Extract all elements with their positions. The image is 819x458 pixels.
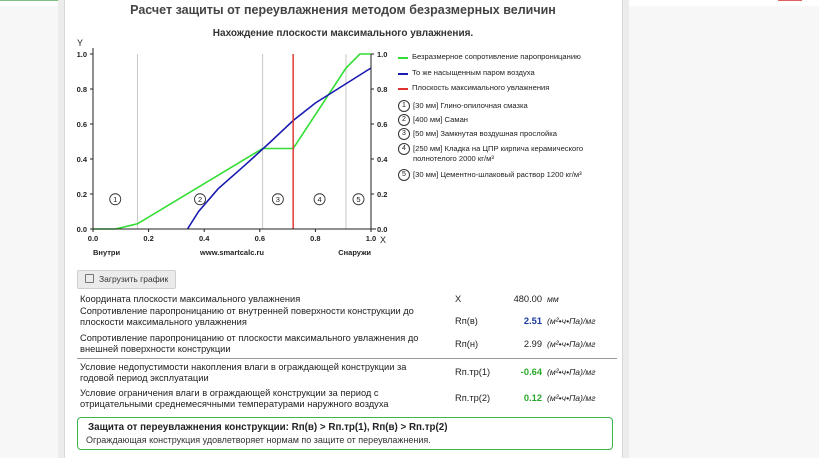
x-tick-label: 0.2 (143, 234, 154, 243)
y-tick-label: 0.8 (76, 85, 87, 94)
layer-number-badge: 2 (398, 114, 410, 126)
layer-marker-label: 5 (356, 194, 361, 204)
conclusion-heading: Защита от переувлажнения конструкции: Rп(в) > Rп.тр(1), Rп(в) > Rп.тр(2) (88, 422, 448, 433)
legend-label: То же насыщенным паром воздуха (412, 68, 535, 77)
result-value: 480.00 (513, 294, 542, 304)
result-label: Сопротивление паропроницанию от плоскости максимального увлажнения до внешней поверхности конструкции (80, 333, 419, 354)
result-value: -0.64 (520, 367, 542, 377)
layer-description: [400 мм] Саман (413, 115, 468, 124)
result-symbol: X (455, 294, 462, 304)
legend-swatch-green (398, 57, 408, 59)
result-symbol: Rп(н) (455, 339, 479, 349)
result-label: Координата плоскости максимального увлажнения (80, 294, 301, 304)
load-chart-button[interactable] (77, 270, 176, 289)
result-label: Сопротивление паропроницанию от внутренней поверхности конструкции до плоскости максимального увлажнения (80, 306, 414, 327)
result-symbol: Rп.тр(1) (455, 367, 491, 377)
x-tick-label: 0.0 (87, 234, 99, 243)
layer-number-badge: 5 (398, 169, 410, 181)
layer-description: [30 мм] Глино-опилочная смазка (413, 101, 528, 110)
y-tick-label: 0.0 (76, 225, 87, 234)
left-gutter (58, 0, 65, 458)
legend-label: Плоскость максимального увлажнения (412, 83, 550, 92)
x-tick-label: 0.4 (198, 234, 210, 243)
y-tick-label-right: 0.8 (377, 85, 388, 94)
legend-swatch-red (398, 88, 408, 90)
layer-marker-label: 2 (197, 194, 203, 204)
layer-description: [50 мм] Замкнутая воздушная прослойка (413, 129, 557, 138)
y-tick-label-right: 0.0 (377, 225, 388, 234)
result-value: 2.51 (523, 316, 542, 326)
legend-swatch-blue (398, 73, 408, 75)
result-unit: (м²•ч•Па)/мг (547, 367, 596, 377)
x-tick-label: 1.0 (365, 234, 377, 243)
y-axis-label: Y (77, 38, 84, 48)
layer-number-badge: 3 (398, 128, 410, 140)
moisture-chart (68, 36, 398, 260)
layer-description: [30 мм] Цементно-шлаковый раствор 1200 кг/м³ (413, 170, 582, 179)
label-inside: Внутри (93, 248, 121, 257)
result-symbol: Rп.тр(2) (455, 393, 491, 403)
result-unit: мм (547, 294, 559, 304)
image-icon (85, 274, 94, 283)
right-gutter (622, 0, 629, 458)
label-outside: Снаружи (338, 248, 371, 257)
result-unit: (м²•ч•Па)/мг (547, 393, 596, 403)
label-website: www.smartcalc.ru (200, 248, 264, 257)
result-value: 0.12 (523, 393, 542, 403)
y-tick-label: 0.4 (76, 155, 87, 164)
x-tick-label: 0.6 (254, 234, 266, 243)
layer-marker-label: 3 (275, 194, 280, 204)
page-title: Расчет защиты от переувлажнения методом безразмерных величин (130, 3, 556, 17)
results-separator (77, 358, 617, 359)
y-tick-label-right: 0.6 (377, 120, 388, 129)
y-tick-label: 0.6 (76, 120, 87, 129)
conclusion-box (77, 417, 613, 450)
y-tick-label: 0.2 (76, 190, 87, 199)
y-tick-label-right: 1.0 (377, 50, 388, 59)
layer-number-badge: 1 (398, 100, 410, 112)
result-label: Условие ограничения влаги в ограждающей конструкции за период с отрицательными среднемесячными температурами наружного воздуха (80, 388, 389, 409)
y-tick-label-right: 0.2 (377, 190, 388, 199)
layer-description: [250 мм] Кладка на ЦПР кирпича керамического полнотелого 2000 кг/м³ (413, 144, 584, 163)
legend-label: Безразмерное сопротивление паропроницанию (412, 52, 581, 61)
plot-area (93, 54, 371, 229)
result-label: Условие недопустимости накопления влаги в ограждающей конструкции за годовой период эксплуатации (80, 362, 407, 383)
result-value: 2.99 (523, 339, 542, 349)
y-tick-label: 1.0 (76, 50, 87, 59)
layer-number-badge: 4 (398, 143, 410, 155)
load-chart-label: Загрузить график (99, 274, 169, 284)
y-tick-label-right: 0.4 (377, 155, 388, 164)
chart-subtitle: Нахождение плоскости максимального увлажнения. (212, 28, 474, 39)
layer-marker-label: 1 (113, 194, 118, 204)
result-unit: (м²•ч•Па)/мг (547, 339, 596, 349)
x-axis-label: X (380, 235, 387, 245)
x-tick-label: 0.8 (310, 234, 321, 243)
result-unit: (м²•ч•Па)/мг (547, 316, 596, 326)
layer-marker-label: 4 (317, 194, 322, 204)
result-symbol: Rп(в) (455, 316, 478, 326)
conclusion-text: Ограждающая конструкция удовлетворяет нормам по защите от переувлажнения. (86, 435, 431, 445)
